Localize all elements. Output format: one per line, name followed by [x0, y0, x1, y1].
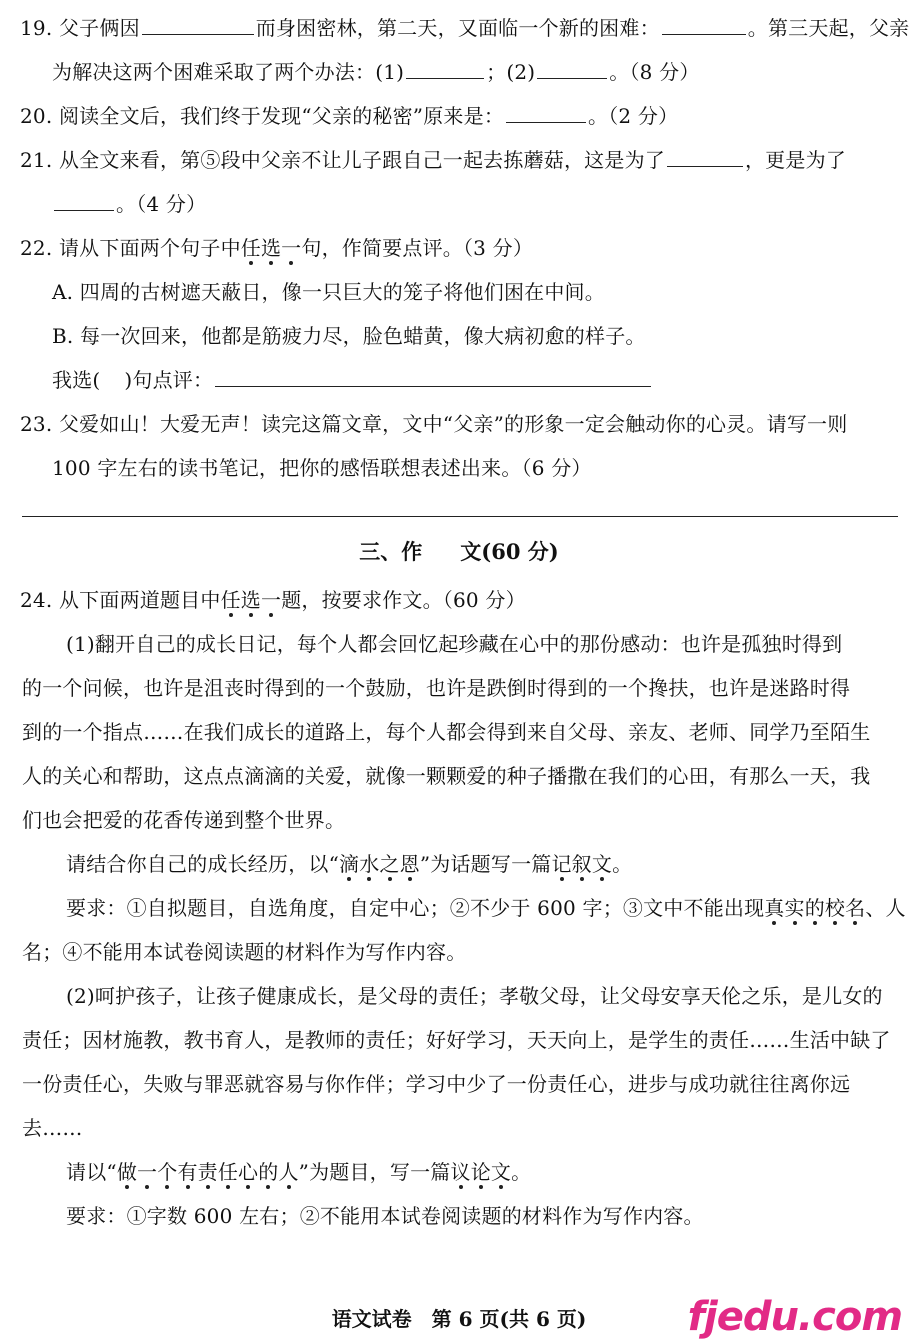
req-text: 请以“: [66, 1160, 117, 1184]
emphasis-char: 选: [240, 588, 261, 612]
question-19-line-2: [52, 58, 700, 86]
question-19-text-b: 而身困密林，第二天，又面临一个新的困难：: [255, 16, 660, 40]
prompt-2-line: 责任；因材施教，教书育人，是教师的责任；好好学习，天天向上，是学生的责任……生活中缺了: [22, 1028, 891, 1052]
choose-label-b: )句点评：: [124, 368, 214, 392]
emphasis-char: 滴: [339, 852, 360, 876]
comment-blank[interactable]: [215, 368, 651, 387]
emphasis-char: 选: [260, 236, 282, 260]
emphasis-char: 心: [238, 1160, 259, 1184]
watermark-logo: fjedu.com: [687, 1294, 902, 1340]
prompt-1-line: (1)翻开自己的成长日记，每个人都会回忆起珍藏在心中的那份感动：也许是孤独时得到: [66, 632, 843, 656]
rules-text: 、人: [865, 896, 906, 920]
req-text: 请结合你自己的成长经历，以“: [66, 852, 340, 876]
prompt-2-line: (2)呵护孩子，让孩子健康成长，是父母的责任；孝敬父母，让父母安享天伦之乐，是儿女的: [66, 984, 883, 1008]
prompt-1-requirement: [66, 850, 632, 878]
emphasis-char: 文: [591, 852, 613, 876]
page-footer: 语文试卷 第 6 页(共 6 页): [331, 1307, 587, 1331]
question-24-text-b: 题，按要求作文。（60 分）: [281, 588, 526, 612]
emphasis-char: 恩: [399, 852, 420, 876]
emphasis-char: 做: [116, 1160, 138, 1184]
section-title-b: 文(60 分): [460, 539, 559, 564]
question-21-line-1: [20, 146, 846, 174]
question-23-line-2: 100 字左右的读书笔记，把你的感悟联想表述出来。（6 分）: [52, 456, 592, 480]
question-21-text-a: 21. 从全文来看，第⑤段中父亲不让儿子跟自己一起去拣蘑菇，这是为了: [20, 148, 665, 172]
emphasis-char: 议: [450, 1160, 471, 1184]
req-text: ”为话题写一篇: [419, 852, 552, 876]
answer-blank[interactable]: [54, 192, 114, 211]
emphasis-char: 任: [240, 236, 261, 260]
question-21-line-2: [52, 190, 206, 218]
answer-blank[interactable]: [537, 60, 607, 79]
emphasis-char: 任: [217, 1160, 239, 1184]
question-22-text-b: 句，作简要点评。（3 分）: [301, 236, 534, 260]
emphasis-char: 任: [220, 588, 241, 612]
choose-label-a: 我选(: [52, 368, 101, 392]
emphasis-char: 之: [379, 852, 400, 876]
emphasis-char: 真: [764, 896, 785, 920]
question-19-line-1: [20, 14, 909, 42]
emphasis-char: 有: [177, 1160, 198, 1184]
answer-blank[interactable]: [406, 60, 484, 79]
answer-blank[interactable]: [506, 104, 586, 123]
prompt-2-requirement: [66, 1158, 531, 1186]
prompt-1-rules-line-2: 名；④不能用本试卷阅读题的材料作为写作内容。: [22, 940, 467, 964]
question-21-text-c: 。（4 分）: [116, 192, 207, 216]
emphasis-char: 叙: [571, 852, 592, 876]
req-text: 。: [511, 1160, 532, 1184]
prompt-1-line: 的一个问候，也许是沮丧时得到的一个鼓励，也许是跌倒时得到的一个搀扶，也许是迷路时得: [22, 676, 851, 700]
question-21-text-b: ，更是为了: [744, 148, 846, 172]
question-20: [20, 102, 678, 130]
req-text: 。: [612, 852, 633, 876]
emphasis-char: 水: [359, 852, 380, 876]
section-title: [0, 538, 918, 566]
question-19-text-f: 。（8 分）: [609, 60, 700, 84]
question-22-text-a: 22. 请从下面两个句子中: [20, 236, 241, 260]
question-22-stem: [20, 234, 533, 262]
prompt-1-line: 们也会把爱的花香传递到整个世界。: [22, 808, 346, 832]
emphasis-char: 责: [197, 1160, 218, 1184]
question-22-option-a: A. 四周的古树遮天蔽日，像一只巨大的笼子将他们困在中间。: [52, 280, 605, 304]
rules-text: 要求：①自拟题目，自选角度，自定中心；②不少于 600 字；③文中不能出现: [66, 896, 765, 920]
prompt-1-rules-line-1: [66, 894, 906, 922]
question-22-answer-line: [52, 366, 653, 394]
question-19-text-c: 。第三天起，父亲: [747, 16, 910, 40]
emphasis-char: 论: [470, 1160, 491, 1184]
question-20-text-a: 20. 阅读全文后，我们终于发现“父亲的秘密”原来是：: [20, 104, 505, 128]
emphasis-char: 文: [490, 1160, 512, 1184]
question-24-stem: [20, 586, 526, 614]
emphasis-char: 人: [278, 1160, 299, 1184]
emphasis-char: 一: [137, 1160, 158, 1184]
emphasis-char: 记: [551, 852, 572, 876]
prompt-2-line: 去……: [22, 1116, 83, 1140]
question-20-text-b: 。（2 分）: [588, 104, 679, 128]
emphasis-char: 的: [804, 896, 825, 920]
question-19-text-d: 为解决这两个困难采取了两个办法：(1): [52, 60, 405, 84]
emphasis-char: 名: [845, 896, 866, 920]
emphasis-char: 校: [824, 896, 846, 920]
answer-rule[interactable]: [22, 516, 898, 517]
answer-blank[interactable]: [667, 148, 743, 167]
emphasis-char: 个: [157, 1160, 178, 1184]
prompt-1-line: 到的一个指点……在我们成长的道路上，每个人都会得到来自父母、亲友、老师、同学乃至陌生: [22, 720, 871, 744]
req-text: ”为题目，写一篇: [298, 1160, 451, 1184]
answer-blank[interactable]: [142, 16, 254, 35]
emphasis-char: 一: [281, 236, 302, 260]
question-23-line-1: 23. 父爱如山！大爱无声！读完这篇文章，文中“父亲”的形象一定会触动你的心灵。请写一则: [20, 412, 848, 436]
question-22-option-b: B. 每一次回来，他都是筋疲力尽，脸色蜡黄，像大病初愈的样子。: [52, 324, 646, 348]
prompt-2-rules: 要求：①字数 600 左右；②不能用本试卷阅读题的材料作为写作内容。: [66, 1204, 704, 1228]
prompt-1-line: 人的关心和帮助，这点点滴滴的关爱，就像一颗颗爱的种子播撒在我们的心田，有那么一天，我: [22, 764, 871, 788]
emphasis-char: 的: [258, 1160, 279, 1184]
prompt-2-line: 一份责任心，失败与罪恶就容易与你作伴；学习中少了一份责任心，进步与成功就往往离你远: [22, 1072, 851, 1096]
answer-blank[interactable]: [662, 16, 746, 35]
question-19-text-e: ；(2): [486, 60, 536, 84]
section-title-a: 三、作: [359, 539, 423, 564]
question-19-text-a: 19. 父子俩因: [20, 16, 140, 40]
emphasis-char: 一: [260, 588, 282, 612]
emphasis-char: 实: [784, 896, 805, 920]
question-24-text-a: 24. 从下面两道题目中: [20, 588, 221, 612]
